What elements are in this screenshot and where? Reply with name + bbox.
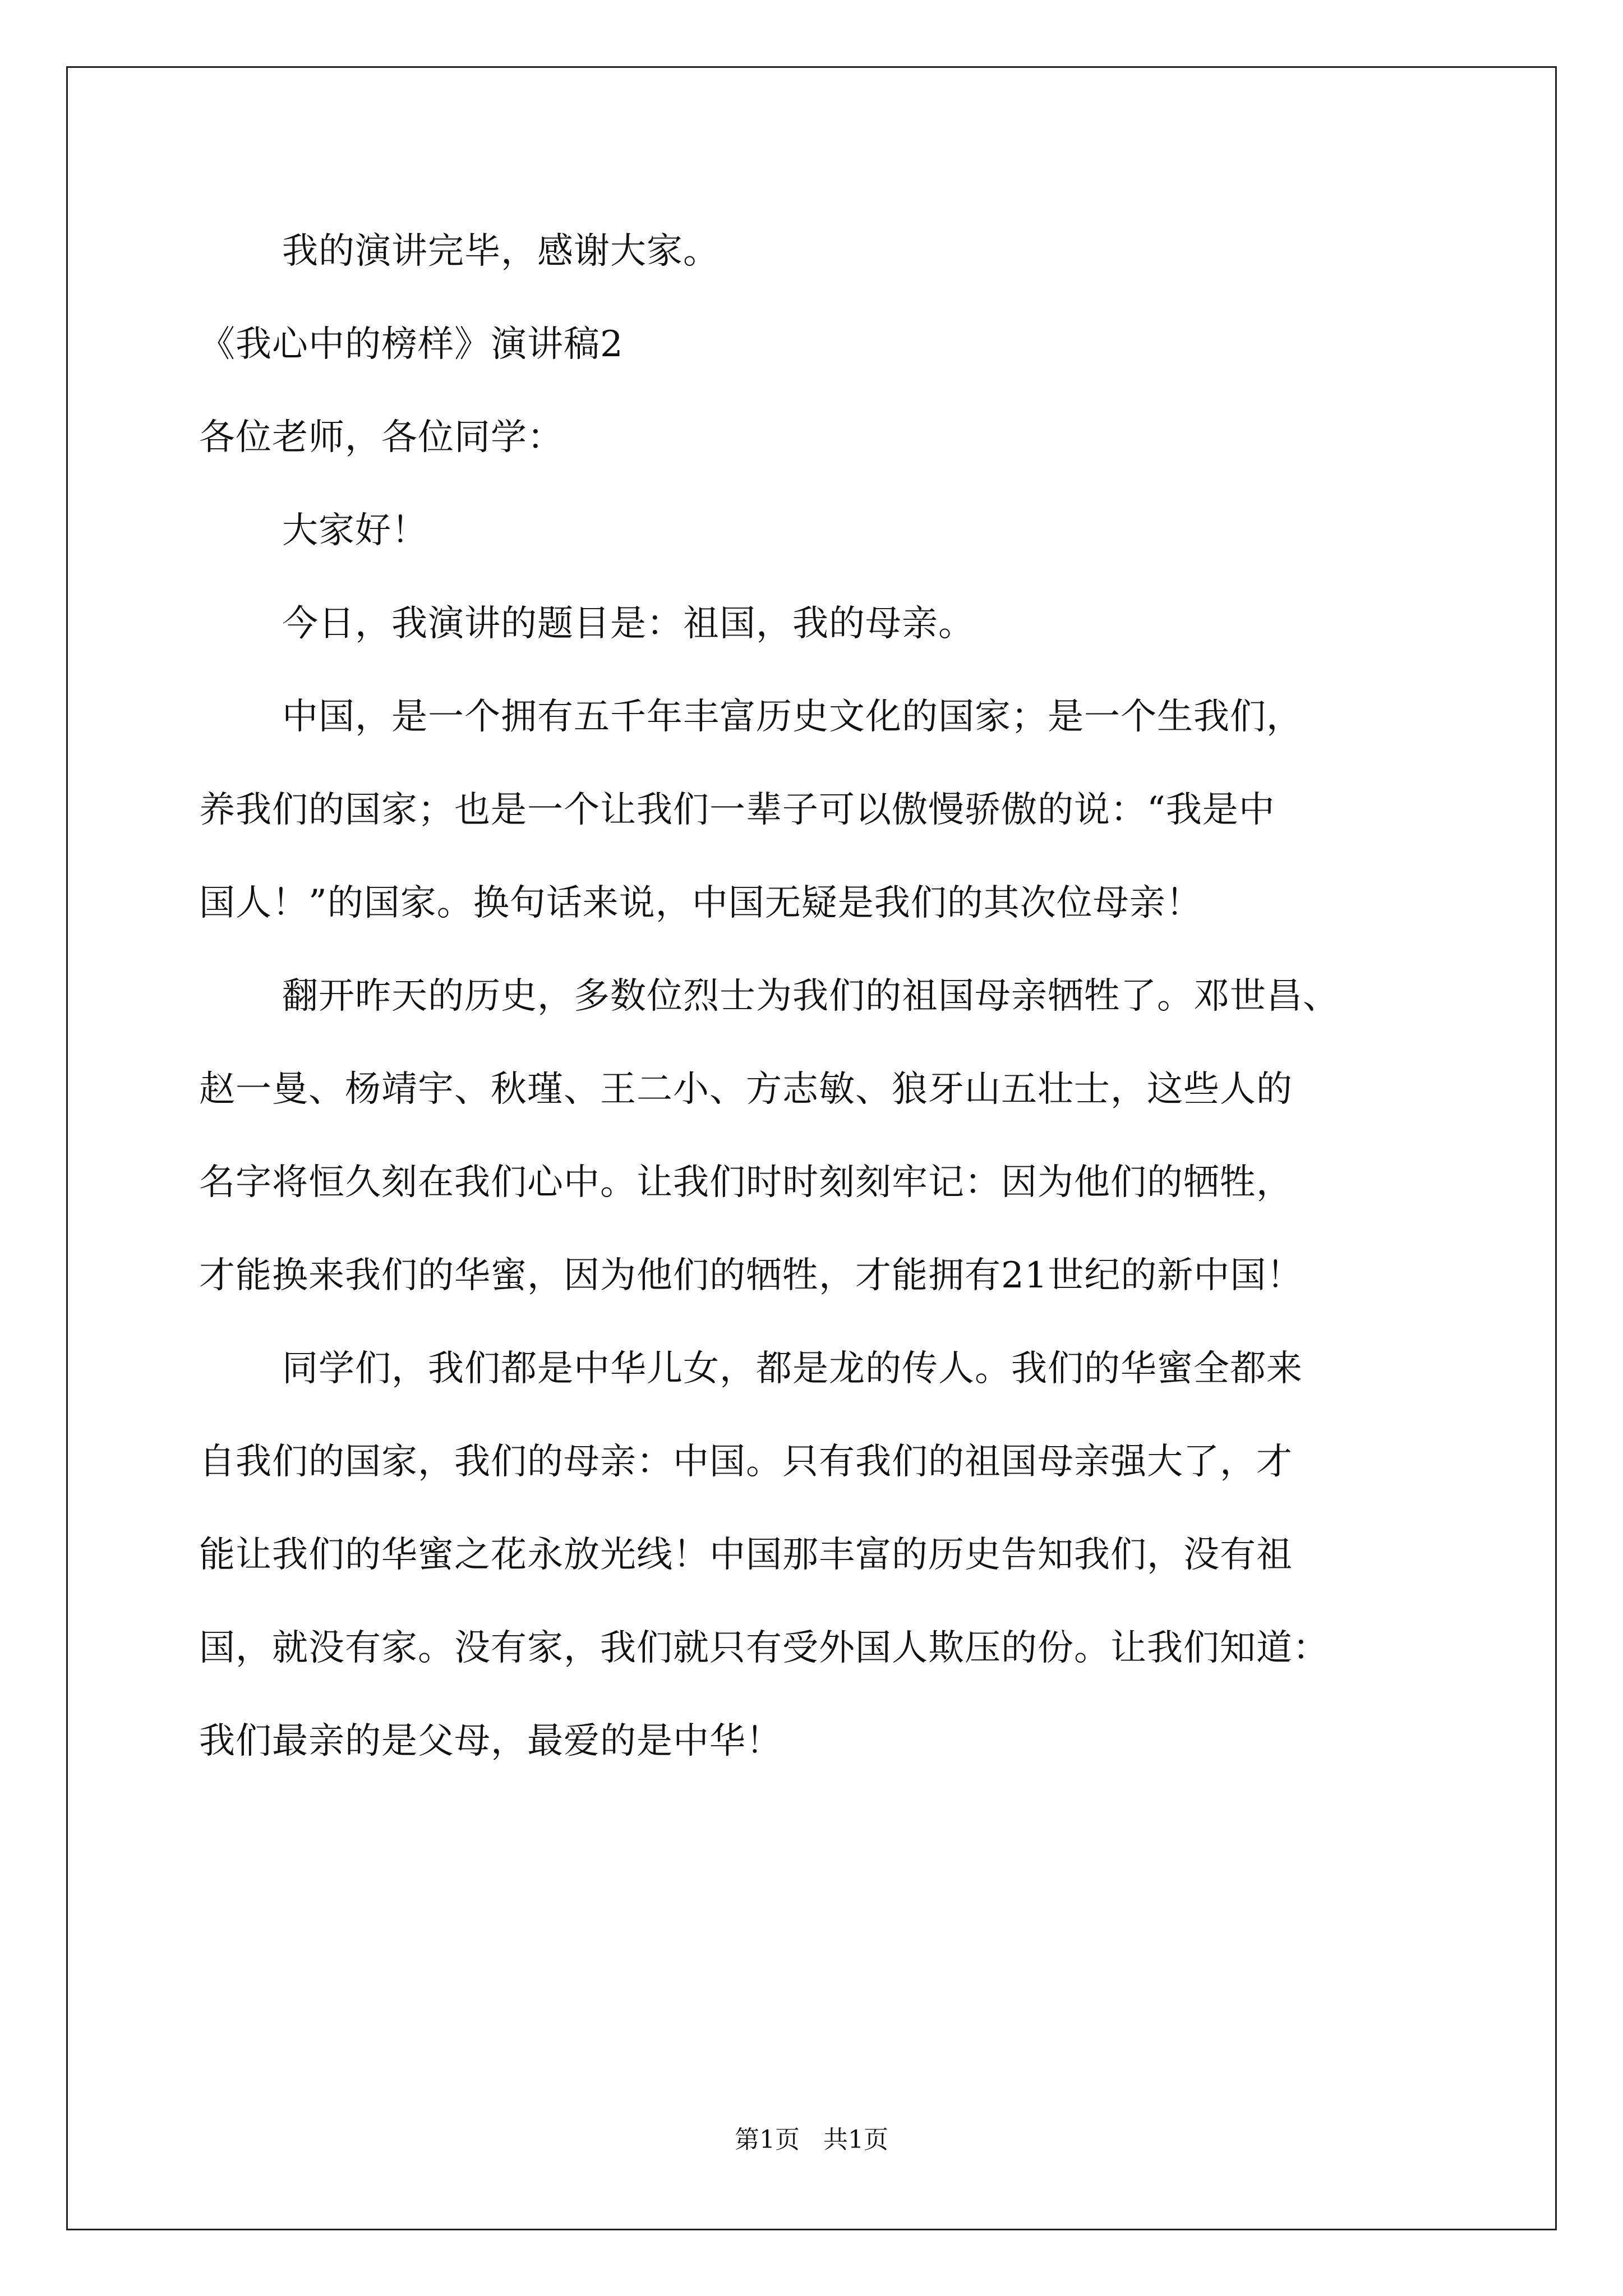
paragraph-students-line-2: 自我们的国家，我们的母亲：中国。只有我们的祖国母亲强大了，才: [199, 1441, 1293, 1483]
paragraph-china-line-3: 国人！”的国家。换句话来说，中国无疑是我们的其次位母亲！: [199, 882, 1202, 924]
paragraph-history-line-4: 才能换来我们的华蜜，因为他们的牺牲，才能拥有21世纪的新中国！: [199, 1255, 1303, 1296]
document-body: [199, 218, 1455, 1801]
paragraph-closing: 我的演讲完毕，感谢大家。: [282, 231, 720, 272]
paragraph-students-line-5: 我们最亲的是父母，最爱的是中华！: [199, 1720, 782, 1762]
paragraph-china-line-1: 中国，是一个拥有五千年丰富历史文化的国家；是一个生我们，: [282, 696, 1303, 738]
greeting: 大家好！: [282, 510, 428, 551]
salutation: 各位老师，各位同学：: [199, 417, 564, 458]
page-number-footer: 第1页 共1页: [735, 2125, 888, 2154]
paragraph-students-line-1: 同学们，我们都是中华儿女，都是龙的传人。我们的华蜜全都来: [282, 1348, 1303, 1389]
paragraph-topic: 今日，我演讲的题目是：祖国，我的母亲。: [282, 603, 975, 645]
speech-title: 《我心中的榜样》演讲稿2: [199, 324, 624, 365]
paragraph-students-line-4: 国，就没有家。没有家，我们就只有受外国人欺压的份。让我们知道：: [199, 1627, 1329, 1669]
paragraph-history-line-1: 翻开昨天的历史，多数位烈士为我们的祖国母亲牺牲了。邓世昌、: [282, 976, 1339, 1017]
paragraph-history-line-3: 名字将恒久刻在我们心中。让我们时时刻刻牢记：因为他们的牺牲，: [199, 1162, 1293, 1203]
paragraph-students-line-3: 能让我们的华蜜之花永放光线！中国那丰富的历史告知我们，没有祖: [199, 1534, 1293, 1576]
paragraph-china-line-2: 养我们的国家；也是一个让我们一辈子可以傲慢骄傲的说：“我是中: [199, 789, 1275, 831]
paragraph-history-line-2: 赵一曼、杨靖宇、秋瑾、王二小、方志敏、狼牙山五壮士，这些人的: [199, 1069, 1293, 1110]
